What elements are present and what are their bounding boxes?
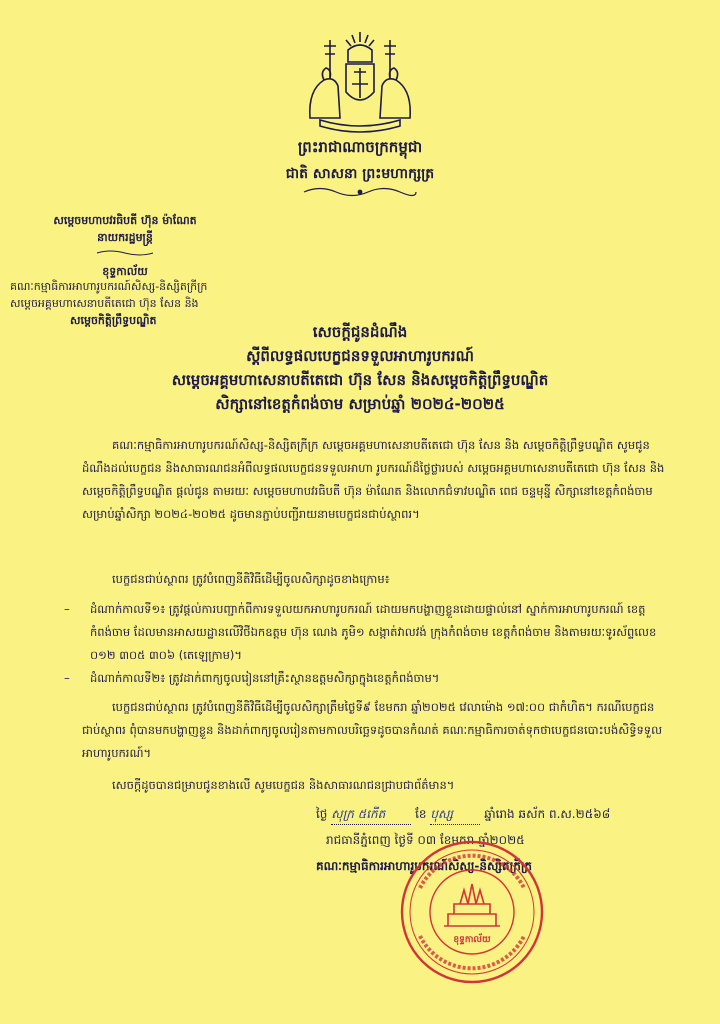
lunar-prefix: ថ្ងៃ xyxy=(316,807,328,821)
title-line-4: សិក្សានៅខេត្តកំពង់ចាម សម្រាប់ឆ្នាំ ២០២៤-២០២៥ xyxy=(215,395,505,413)
notice-title xyxy=(60,320,660,416)
title-line-1: សេចក្ដីជូនដំណឹង xyxy=(312,323,408,341)
title-line-3: សម្ដេចអគ្គមហាសេនាបតីតេជោ ហ៊ុន សែន និងសម្ដេចកិត្តិព្រឹទ្ធបណ្ឌិត xyxy=(171,371,549,389)
title-line-2: ស្ដីពីលទ្ធផលបេក្ខជនទទួលអាហារូបករណ៍ xyxy=(246,347,474,365)
paragraph-text: បេក្ខជនជាប់ស្ថាពរ ត្រូវបំពេញនីតិវិធីដើម្បីចូលសិក្សាត្រឹមថ្ងៃទី៩ ខែមករា ឆ្នាំ២០២៥ វេលាម៉ោង ១៧:០០ ជាកំហិត។ ករណីបេក្ខជនជាប់ស្ថាពរ ពុំបានមកបង្ហាញខ្លួន និងដាក់ពាក្យចូលរៀនតាមកាលបរិច្ឆេទដូចបានកំណត់ គណៈកម្មាធិការចាត់ទុកថាបេក្ខជនបោះបង់សិទ្ធិទទួលអាហារូបករណ៍។ xyxy=(82,700,663,760)
kingdom-motto: ព្រះរាជាណាចក្រកម្ពុជា xyxy=(297,138,423,156)
signing-committee: គណៈកម្មាធិការអាហារូបករណ៍សិស្ស-និស្សិតក្រីក្រ xyxy=(316,859,533,873)
lunar-month: បុស្ស xyxy=(430,804,480,825)
nation-religion-king-motto: ជាតិ សាសនា ព្រះមហាក្សត្រ xyxy=(285,166,435,182)
paragraph-text: បេក្ខជនជាប់ស្ថាពរ ត្រូវបំពេញនីតិវិធីដើម្បីចូលសិក្សាដូចខាងក្រោម៖ xyxy=(112,572,390,586)
lunar-date xyxy=(316,804,696,825)
body-paragraph-3 xyxy=(82,696,672,765)
sender-name: សម្ដេចមហាបវរធិបតី ហ៊ុន ម៉ាណែត xyxy=(53,214,197,227)
committee-line-2: សម្ដេចអគ្គមហាសេនាបតីតេជោ ហ៊ុន សែន និង xyxy=(10,297,199,310)
paragraph-text: សេចក្ដីដូចបានជម្រាបជូនខាងលើ សូមបេក្ខជន និងសាធារណជនជ្រាបជាព័ត៌មាន។ xyxy=(112,778,455,792)
dash-bullet-icon: – xyxy=(64,602,70,616)
step-1-text: ដំណាក់កាលទី១៖ ត្រូវផ្ដល់ការបញ្ជាក់ពីការទទួលយកអាហារូបករណ៍ ដោយមកបង្ហាញខ្លួនដោយផ្ទាល់នៅ ស្នាក់ការអាហារូបករណ៍ ខេត្តកំពង់ចាម ដែលមានអាសយដ្ឋានលើវិថីឯកឧត្ដម ហ៊ុន ណេង ភូមិ១ សង្កាត់វាលវង់ ក្រុងកំពង់ចាម ខេត្តកំពង់ចាម និងតាមរយៈទូរស័ព្ទលេខ ០១២ ៣០៥ ៣០៦ (តេឡេក្រាម)។ xyxy=(90,602,657,662)
royal-emblem-icon xyxy=(300,28,420,138)
small-ornament-icon xyxy=(95,249,155,257)
body-paragraph-2 xyxy=(82,568,672,591)
paragraph-text: គណៈកម្មាធិការអាហារូបករណ៍សិស្ស-និស្សិតក្រីក្រ សម្ដេចអគ្គមហាសេនាបតីតេជោ ហ៊ុន សែន និង សម្ដេចកិត្តិព្រឹទ្ធបណ្ឌិត សូមជូនដំណឹងដល់បេក្ខជន និងសាធារណជនអំពីលទ្ធផលបេក្ខជនទទួលអាហា រូបករណ៍ដ៏ថ្លៃថ្លារបស់ សម្ដេចអគ្គមហាសេនាបតីតេជោ ហ៊ុន សែន និងសម្ដេចកិត្តិព្រឹទ្ធបណ្ឌិត ផ្ដល់ជូន តាមរយៈ សម្ដេចមហាបវរធិបតី ហ៊ុន ម៉ាណែត និងលោកជំទាវបណ្ឌិត ពេជ ចន្ទមុន្នី សិក្សានៅខេត្តកំពង់ចាម សម្រាប់ឆ្នាំសិក្សា ២០២៤-២០២៥ ដូចមានភ្ជាប់បញ្ជីរាយនាមបេក្ខជនជាប់ស្ថាពរ។ xyxy=(82,438,665,521)
list-item xyxy=(64,598,672,667)
body-paragraph-4 xyxy=(82,774,672,797)
steps-list xyxy=(64,598,672,690)
official-seal-icon xyxy=(398,838,546,986)
sender-role: នាយករដ្ឋមន្ត្រី xyxy=(97,231,153,244)
ornament-divider-icon xyxy=(300,185,420,199)
lunar-month-prefix: ខែ xyxy=(415,807,427,821)
committee-line-1: គណៈកម្មាធិការអាហារូបករណ៍សិស្ស-និស្សិតក្រីក្រ xyxy=(10,280,208,293)
seal-text: ខុទ្ទកាល័យ xyxy=(453,935,491,945)
sender-office: ខុទ្ទកាល័យ xyxy=(102,265,148,278)
step-2-text: ដំណាក់កាលទី២៖ ត្រូវដាក់ពាក្យចូលរៀននៅគ្រឹះស្ថានឧត្ដមសិក្សាក្នុងខេត្តកំពង់ចាម។ xyxy=(90,671,440,685)
list-item xyxy=(64,667,672,690)
committee-line-3: សម្ដេចកិត្តិព្រឹទ្ធបណ្ឌិត xyxy=(70,314,157,327)
body-paragraph-1 xyxy=(82,434,672,526)
lunar-day: សុក្រ ៥កើត xyxy=(331,804,411,825)
dash-bullet-icon: – xyxy=(64,671,70,685)
solar-date: រាជធានីភ្នំពេញ ថ្ងៃទី ០៣ ខែមករា ឆ្នាំ២០២៥ xyxy=(326,833,525,847)
lunar-year: ឆ្នាំរោង ឆស័ក ព.ស.២៥៦៨ xyxy=(484,807,611,821)
